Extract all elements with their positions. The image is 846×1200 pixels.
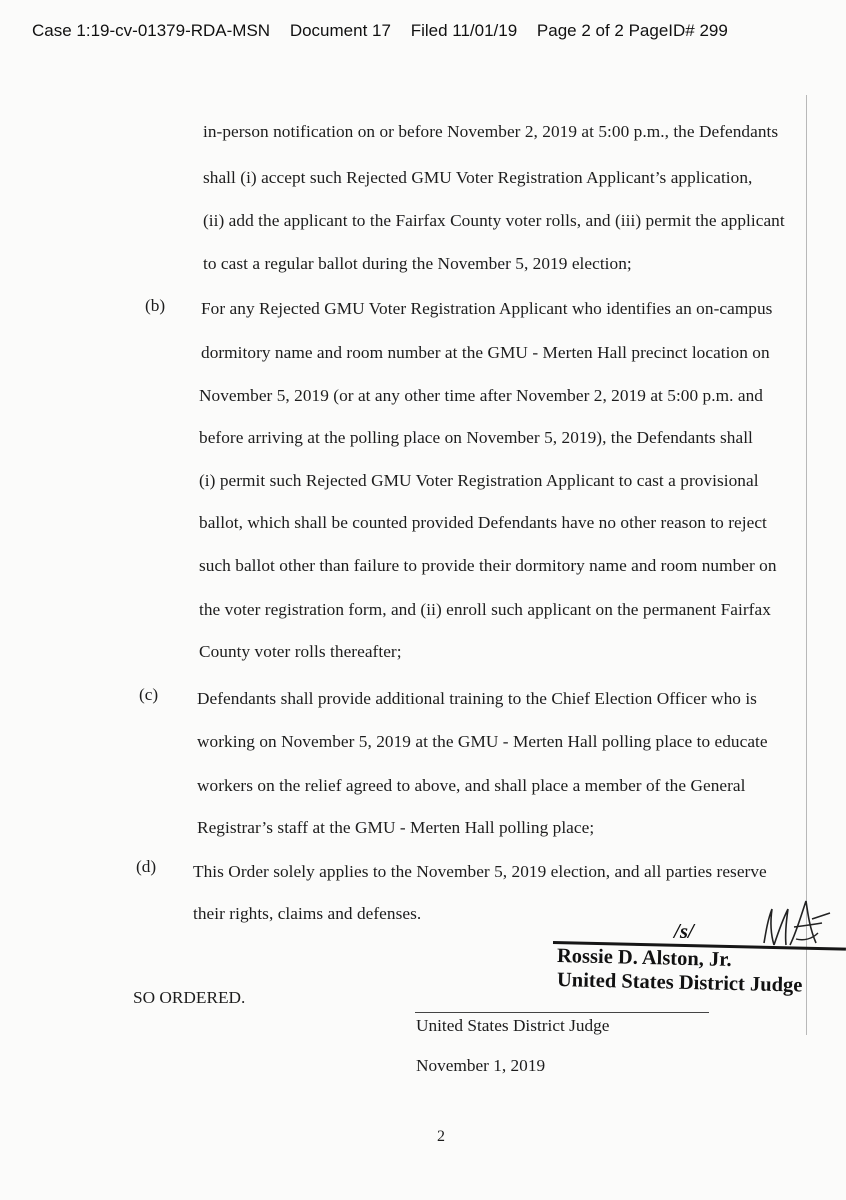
text-line: working on November 5, 2019 at the GMU - Merten Hall polling place to educate [197, 732, 768, 751]
text-line: Defendants shall provide additional training to the Chief Election Officer who is [197, 689, 757, 708]
text-line: their rights, claims and defenses. [193, 904, 422, 923]
text-line: dormitory name and room number at the GMU - Merten Hall precinct location on [201, 343, 770, 362]
judge-title: United States District Judge [556, 969, 803, 997]
so-ordered-text: SO ORDERED. [133, 988, 246, 1007]
text-line: the voter registration form, and (ii) enroll such applicant on the permanent Fairfax [199, 600, 771, 619]
signature-line [415, 1012, 709, 1013]
text-line: (i) permit such Rejected GMU Voter Registration Applicant to cast a provisional [199, 471, 759, 490]
text-line: workers on the relief agreed to above, and shall place a member of the General [197, 776, 746, 795]
page-number: 2 [437, 1128, 445, 1145]
text-line: November 5, 2019 (or at any other time after November 2, 2019 at 5:00 p.m. and [199, 386, 763, 405]
paragraph-marker: (b) [145, 296, 166, 315]
judge-name: Rossie D. Alston, Jr. [556, 945, 732, 971]
order-date: November 1, 2019 [416, 1056, 546, 1075]
page-info: Page 2 of 2 PageID# 299 [536, 21, 728, 40]
paragraph-marker: (c) [139, 685, 159, 704]
filing-header [32, 21, 832, 41]
text-line: For any Rejected GMU Voter Registration Applicant who identifies an on-campus [201, 299, 773, 318]
text-line: This Order solely applies to the November 5, 2019 election, and all parties reserve [193, 862, 767, 881]
text-line: before arriving at the polling place on November 5, 2019), the Defendants shall [199, 428, 753, 447]
handwritten-initials-icon [752, 893, 832, 953]
document-number: Document 17 [289, 21, 391, 40]
filed-date: Filed 11/01/19 [410, 21, 518, 40]
paragraph-marker: (d) [136, 857, 157, 876]
case-number: Case 1:19-cv-01379-RDA-MSN [32, 21, 271, 40]
text-line: (ii) add the applicant to the Fairfax County voter rolls, and (iii) permit the applicant [203, 211, 785, 230]
electronic-signature-mark: /s/ [674, 919, 694, 943]
text-line: shall (i) accept such Rejected GMU Voter Registration Applicant’s application, [203, 168, 753, 187]
text-line: to cast a regular ballot during the November 5, 2019 election; [203, 254, 632, 273]
text-line: Registrar’s staff at the GMU - Merten Hall polling place; [197, 818, 595, 837]
text-line: County voter rolls thereafter; [199, 642, 402, 661]
text-line: ballot, which shall be counted provided Defendants have no other reason to reject [199, 513, 767, 532]
text-line: in-person notification on or before November 2, 2019 at 5:00 p.m., the Defendants [203, 122, 779, 141]
signature-caption: United States District Judge [416, 1016, 610, 1035]
text-line: such ballot other than failure to provide their dormitory name and room number on [199, 556, 777, 575]
